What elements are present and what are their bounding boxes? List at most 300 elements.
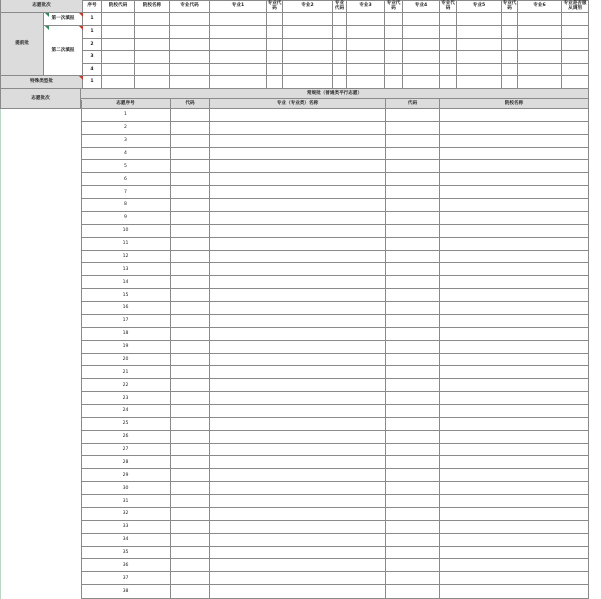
row-entry-cell[interactable]: [210, 444, 386, 457]
header-entry-cell[interactable]: [457, 39, 502, 52]
header-entry-cell[interactable]: [385, 26, 403, 39]
header-entry-cell[interactable]: [333, 76, 347, 89]
row-entry-cell[interactable]: [440, 444, 589, 457]
header-entry-cell[interactable]: [562, 13, 589, 26]
row-entry-cell[interactable]: [386, 135, 440, 148]
row-entry-cell[interactable]: [210, 122, 386, 135]
row-entry-cell[interactable]: [171, 173, 210, 186]
row-entry-cell[interactable]: [171, 379, 210, 392]
row-number-cell: 10: [81, 225, 171, 238]
row-number-cell: 35: [81, 547, 171, 560]
row-number-cell: 21: [81, 366, 171, 379]
header-entry-cell[interactable]: [502, 51, 518, 64]
header-entry-cell[interactable]: [102, 26, 135, 39]
header-entry-cell[interactable]: [333, 39, 347, 52]
row-entry-cell[interactable]: [210, 469, 386, 482]
row-number-cell: 22: [81, 379, 171, 392]
row-entry-cell[interactable]: [440, 160, 589, 173]
row-number-cell: 7: [81, 186, 171, 199]
header-entry-cell[interactable]: [385, 39, 403, 52]
row-entry-cell[interactable]: [210, 534, 386, 547]
header-seq-cell: 1: [83, 76, 102, 89]
row-entry-cell[interactable]: [440, 495, 589, 508]
header-entry-cell[interactable]: [440, 13, 457, 26]
row-entry-cell[interactable]: [171, 495, 210, 508]
row-entry-cell[interactable]: [171, 482, 210, 495]
header-entry-cell[interactable]: [283, 39, 333, 52]
row-entry-cell[interactable]: [386, 263, 440, 276]
header-col-1: 序号: [83, 0, 102, 13]
header-entry-cell[interactable]: [440, 39, 457, 52]
row-number-cell: 4: [81, 148, 171, 161]
header-entry-cell[interactable]: [210, 13, 267, 26]
row-entry-cell[interactable]: [386, 572, 440, 585]
row-entry-cell[interactable]: [386, 482, 440, 495]
sheet-left-edge: [0, 109, 1, 599]
header-entry-cell[interactable]: [210, 39, 267, 52]
row-number-cell: 25: [81, 418, 171, 431]
row-entry-cell[interactable]: [440, 559, 589, 572]
row-entry-cell[interactable]: [210, 238, 386, 251]
header-entry-cell[interactable]: [440, 76, 457, 89]
batch-second-label: 第二次填报: [44, 26, 83, 76]
row-entry-cell[interactable]: [171, 341, 210, 354]
row-entry-cell[interactable]: [171, 315, 210, 328]
row-number-cell: 11: [81, 238, 171, 251]
header-entry-cell[interactable]: [170, 26, 210, 39]
header-entry-cell[interactable]: [102, 76, 135, 89]
row-entry-cell[interactable]: [386, 379, 440, 392]
header-entry-cell[interactable]: [457, 64, 502, 77]
header-entry-cell[interactable]: [518, 64, 562, 77]
header-entry-cell[interactable]: [562, 39, 589, 52]
row-entry-cell[interactable]: [440, 302, 589, 315]
header-entry-cell[interactable]: [333, 13, 347, 26]
row-entry-cell[interactable]: [210, 328, 386, 341]
header-entry-cell[interactable]: [267, 13, 283, 26]
row-entry-cell[interactable]: [440, 199, 589, 212]
row-entry-cell[interactable]: [210, 547, 386, 560]
row-entry-cell[interactable]: [386, 559, 440, 572]
row-entry-cell[interactable]: [171, 212, 210, 225]
header-entry-cell[interactable]: [403, 39, 440, 52]
header-entry-cell[interactable]: [170, 39, 210, 52]
row-entry-cell[interactable]: [210, 276, 386, 289]
row-entry-cell[interactable]: [440, 482, 589, 495]
header-entry-cell[interactable]: [403, 13, 440, 26]
row-entry-cell[interactable]: [210, 495, 386, 508]
header-entry-cell[interactable]: [210, 64, 267, 77]
row-entry-cell[interactable]: [171, 521, 210, 534]
row-number-cell: 24: [81, 405, 171, 418]
row-entry-cell[interactable]: [440, 341, 589, 354]
section-sub-col-3: 代码: [386, 99, 440, 109]
row-number-cell: 5: [81, 160, 171, 173]
row-entry-cell[interactable]: [210, 431, 386, 444]
row-number-cell: 27: [81, 444, 171, 457]
row-entry-cell[interactable]: [386, 238, 440, 251]
row-entry-cell[interactable]: [171, 238, 210, 251]
row-number-cell: 8: [81, 199, 171, 212]
header-entry-cell[interactable]: [403, 76, 440, 89]
header-entry-cell[interactable]: [267, 51, 283, 64]
row-number-cell: 1: [81, 109, 171, 122]
row-entry-cell[interactable]: [171, 276, 210, 289]
row-entry-cell[interactable]: [171, 559, 210, 572]
row-entry-cell[interactable]: [171, 122, 210, 135]
row-entry-cell[interactable]: [440, 238, 589, 251]
batch-first-label: 第一次填报: [44, 13, 83, 26]
header-entry-cell[interactable]: [170, 13, 210, 26]
row-entry-cell[interactable]: [210, 559, 386, 572]
header-entry-cell[interactable]: [518, 26, 562, 39]
row-entry-cell[interactable]: [171, 392, 210, 405]
row-entry-cell[interactable]: [171, 547, 210, 560]
row-entry-cell[interactable]: [171, 366, 210, 379]
row-entry-cell[interactable]: [171, 585, 210, 599]
row-entry-cell[interactable]: [210, 354, 386, 367]
row-entry-cell[interactable]: [440, 508, 589, 521]
row-entry-cell[interactable]: [440, 521, 589, 534]
row-entry-cell[interactable]: [171, 263, 210, 276]
header-col-7: 专业2: [283, 0, 333, 13]
header-entry-cell[interactable]: [135, 39, 170, 52]
row-entry-cell[interactable]: [171, 302, 210, 315]
row-entry-cell[interactable]: [386, 328, 440, 341]
header-col-0: 志愿批次: [0, 0, 83, 13]
row-number-cell: 2: [81, 122, 171, 135]
header-entry-cell[interactable]: [283, 13, 333, 26]
row-entry-cell[interactable]: [386, 444, 440, 457]
header-entry-cell[interactable]: [347, 51, 385, 64]
row-entry-cell[interactable]: [440, 135, 589, 148]
header-entry-cell[interactable]: [283, 64, 333, 77]
row-entry-cell[interactable]: [440, 379, 589, 392]
row-number-cell: 23: [81, 392, 171, 405]
row-entry-cell[interactable]: [386, 341, 440, 354]
header-col-10: 专业代码: [385, 0, 403, 13]
row-entry-cell[interactable]: [210, 315, 386, 328]
header-entry-cell[interactable]: [562, 64, 589, 77]
row-entry-cell[interactable]: [171, 289, 210, 302]
row-entry-cell[interactable]: [440, 173, 589, 186]
row-number-cell: 14: [81, 276, 171, 289]
header-entry-cell[interactable]: [457, 76, 502, 89]
header-col-13: 专业5: [457, 0, 502, 13]
header-entry-cell[interactable]: [403, 26, 440, 39]
row-entry-cell[interactable]: [210, 508, 386, 521]
row-entry-cell[interactable]: [171, 572, 210, 585]
row-entry-cell[interactable]: [440, 225, 589, 238]
header-entry-cell[interactable]: [403, 51, 440, 64]
row-entry-cell[interactable]: [440, 263, 589, 276]
row-entry-cell[interactable]: [210, 225, 386, 238]
header-entry-cell[interactable]: [102, 39, 135, 52]
row-entry-cell[interactable]: [210, 521, 386, 534]
row-entry-cell[interactable]: [440, 251, 589, 264]
row-entry-cell[interactable]: [210, 456, 386, 469]
header-col-9: 专业3: [347, 0, 385, 13]
validation-flag-icon: [79, 76, 83, 80]
row-entry-cell[interactable]: [386, 585, 440, 599]
header-entry-cell[interactable]: [135, 13, 170, 26]
header-entry-cell[interactable]: [210, 76, 267, 89]
row-entry-cell[interactable]: [440, 315, 589, 328]
row-entry-cell[interactable]: [210, 405, 386, 418]
header-entry-cell[interactable]: [333, 26, 347, 39]
row-entry-cell[interactable]: [171, 109, 210, 122]
header-entry-cell[interactable]: [135, 26, 170, 39]
note-flag-icon: [45, 13, 49, 17]
row-number-cell: 36: [81, 559, 171, 572]
row-entry-cell[interactable]: [386, 251, 440, 264]
header-entry-cell[interactable]: [267, 26, 283, 39]
row-entry-cell[interactable]: [386, 547, 440, 560]
header-entry-cell[interactable]: [562, 26, 589, 39]
row-entry-cell[interactable]: [171, 534, 210, 547]
header-entry-cell[interactable]: [502, 64, 518, 77]
header-entry-cell[interactable]: [333, 64, 347, 77]
row-entry-cell[interactable]: [386, 160, 440, 173]
header-entry-cell[interactable]: [385, 76, 403, 89]
section-left-label: 志愿批次: [0, 89, 81, 109]
header-col-5: 专业1: [210, 0, 267, 13]
header-entry-cell[interactable]: [135, 64, 170, 77]
row-entry-cell[interactable]: [386, 186, 440, 199]
header-entry-cell[interactable]: [440, 51, 457, 64]
row-entry-cell[interactable]: [210, 160, 386, 173]
row-number-cell: 15: [81, 289, 171, 302]
row-entry-cell[interactable]: [386, 109, 440, 122]
header-entry-cell[interactable]: [135, 76, 170, 89]
header-entry-cell[interactable]: [333, 51, 347, 64]
row-entry-cell[interactable]: [171, 469, 210, 482]
row-entry-cell[interactable]: [171, 444, 210, 457]
row-entry-cell[interactable]: [210, 392, 386, 405]
row-entry-cell[interactable]: [440, 418, 589, 431]
row-number-cell: 33: [81, 521, 171, 534]
row-number-cell: 12: [81, 251, 171, 264]
row-entry-cell[interactable]: [171, 199, 210, 212]
row-entry-cell[interactable]: [171, 225, 210, 238]
row-entry-cell[interactable]: [210, 572, 386, 585]
row-entry-cell[interactable]: [440, 212, 589, 225]
row-entry-cell[interactable]: [440, 148, 589, 161]
row-entry-cell[interactable]: [386, 225, 440, 238]
row-number-cell: 6: [81, 173, 171, 186]
row-entry-cell[interactable]: [440, 572, 589, 585]
header-entry-cell[interactable]: [518, 76, 562, 89]
row-entry-cell[interactable]: [210, 379, 386, 392]
header-entry-cell[interactable]: [385, 51, 403, 64]
row-number-cell: 17: [81, 315, 171, 328]
row-entry-cell[interactable]: [386, 315, 440, 328]
header-entry-cell[interactable]: [102, 64, 135, 77]
row-entry-cell[interactable]: [440, 585, 589, 599]
header-col-4: 专业代码: [170, 0, 210, 13]
header-entry-cell[interactable]: [457, 13, 502, 26]
header-col-15: 专业6: [518, 0, 562, 13]
row-entry-cell[interactable]: [210, 585, 386, 599]
header-entry-cell[interactable]: [170, 51, 210, 64]
row-entry-cell[interactable]: [440, 469, 589, 482]
header-entry-cell[interactable]: [347, 13, 385, 26]
row-entry-cell[interactable]: [210, 263, 386, 276]
header-entry-cell[interactable]: [347, 39, 385, 52]
row-entry-cell[interactable]: [171, 418, 210, 431]
header-col-12: 专业代码: [440, 0, 457, 13]
header-entry-cell[interactable]: [267, 64, 283, 77]
row-entry-cell[interactable]: [171, 148, 210, 161]
header-entry-cell[interactable]: [170, 76, 210, 89]
row-entry-cell[interactable]: [386, 456, 440, 469]
row-entry-cell[interactable]: [210, 482, 386, 495]
row-number-cell: 19: [81, 341, 171, 354]
header-seq-cell: 1: [83, 26, 102, 39]
header-col-2: 院校代码: [102, 0, 135, 13]
row-entry-cell[interactable]: [440, 366, 589, 379]
row-entry-cell[interactable]: [440, 431, 589, 444]
header-seq-cell: 3: [83, 51, 102, 64]
row-entry-cell[interactable]: [440, 405, 589, 418]
header-entry-cell[interactable]: [562, 76, 589, 89]
row-entry-cell[interactable]: [210, 148, 386, 161]
row-entry-cell[interactable]: [171, 354, 210, 367]
row-entry-cell[interactable]: [171, 160, 210, 173]
row-entry-cell[interactable]: [386, 521, 440, 534]
row-entry-cell[interactable]: [440, 276, 589, 289]
row-entry-cell[interactable]: [171, 431, 210, 444]
row-entry-cell[interactable]: [210, 212, 386, 225]
row-entry-cell[interactable]: [440, 186, 589, 199]
row-entry-cell[interactable]: [440, 534, 589, 547]
row-entry-cell[interactable]: [386, 495, 440, 508]
validation-flag-icon: [79, 26, 83, 30]
row-number-cell: 9: [81, 212, 171, 225]
row-entry-cell[interactable]: [386, 366, 440, 379]
header-entry-cell[interactable]: [457, 26, 502, 39]
row-entry-cell[interactable]: [440, 456, 589, 469]
row-entry-cell[interactable]: [210, 366, 386, 379]
row-entry-cell[interactable]: [386, 199, 440, 212]
row-entry-cell[interactable]: [440, 122, 589, 135]
row-number-cell: 31: [81, 495, 171, 508]
row-entry-cell[interactable]: [386, 392, 440, 405]
header-entry-cell[interactable]: [283, 51, 333, 64]
header-entry-cell[interactable]: [135, 51, 170, 64]
row-entry-cell[interactable]: [440, 328, 589, 341]
header-entry-cell[interactable]: [347, 26, 385, 39]
row-entry-cell[interactable]: [210, 135, 386, 148]
row-entry-cell[interactable]: [171, 135, 210, 148]
row-number-cell: 29: [81, 469, 171, 482]
row-entry-cell[interactable]: [386, 418, 440, 431]
row-entry-cell[interactable]: [386, 405, 440, 418]
header-entry-cell[interactable]: [210, 26, 267, 39]
row-entry-cell[interactable]: [210, 341, 386, 354]
header-entry-cell[interactable]: [518, 39, 562, 52]
row-entry-cell[interactable]: [210, 199, 386, 212]
row-number-cell: 26: [81, 431, 171, 444]
header-entry-cell[interactable]: [385, 64, 403, 77]
row-entry-cell[interactable]: [210, 302, 386, 315]
section-sub-col-0: 志愿序号: [81, 99, 171, 109]
header-entry-cell[interactable]: [102, 13, 135, 26]
header-entry-cell[interactable]: [457, 51, 502, 64]
row-entry-cell[interactable]: [440, 289, 589, 302]
section-sub-col-4: 院校名称: [440, 99, 589, 109]
header-entry-cell[interactable]: [283, 76, 333, 89]
row-entry-cell[interactable]: [210, 289, 386, 302]
row-entry-cell[interactable]: [440, 547, 589, 560]
row-entry-cell[interactable]: [386, 354, 440, 367]
row-entry-cell[interactable]: [171, 405, 210, 418]
header-entry-cell[interactable]: [518, 13, 562, 26]
header-entry-cell[interactable]: [102, 51, 135, 64]
header-entry-cell[interactable]: [502, 13, 518, 26]
header-entry-cell[interactable]: [440, 64, 457, 77]
header-entry-cell[interactable]: [347, 76, 385, 89]
row-entry-cell[interactable]: [210, 173, 386, 186]
row-entry-cell[interactable]: [386, 122, 440, 135]
row-entry-cell[interactable]: [386, 534, 440, 547]
row-entry-cell[interactable]: [171, 186, 210, 199]
header-entry-cell[interactable]: [385, 13, 403, 26]
header-entry-cell[interactable]: [502, 26, 518, 39]
header-entry-cell[interactable]: [502, 39, 518, 52]
header-entry-cell[interactable]: [170, 64, 210, 77]
row-entry-cell[interactable]: [171, 251, 210, 264]
row-entry-cell[interactable]: [440, 392, 589, 405]
row-entry-cell[interactable]: [210, 418, 386, 431]
row-entry-cell[interactable]: [171, 328, 210, 341]
row-entry-cell[interactable]: [171, 456, 210, 469]
row-entry-cell[interactable]: [386, 173, 440, 186]
header-entry-cell[interactable]: [267, 39, 283, 52]
row-entry-cell[interactable]: [386, 212, 440, 225]
header-col-11: 专业4: [403, 0, 440, 13]
row-entry-cell[interactable]: [386, 289, 440, 302]
row-entry-cell[interactable]: [440, 109, 589, 122]
header-entry-cell[interactable]: [283, 26, 333, 39]
row-entry-cell[interactable]: [210, 186, 386, 199]
row-entry-cell[interactable]: [386, 431, 440, 444]
row-number-cell: 30: [81, 482, 171, 495]
row-entry-cell[interactable]: [440, 354, 589, 367]
row-entry-cell[interactable]: [386, 148, 440, 161]
header-entry-cell[interactable]: [562, 51, 589, 64]
header-entry-cell[interactable]: [518, 51, 562, 64]
row-number-cell: 18: [81, 328, 171, 341]
row-number-cell: 37: [81, 572, 171, 585]
row-number-cell: 20: [81, 354, 171, 367]
row-entry-cell[interactable]: [210, 109, 386, 122]
header-entry-cell[interactable]: [210, 51, 267, 64]
header-entry-cell[interactable]: [502, 76, 518, 89]
row-entry-cell[interactable]: [386, 302, 440, 315]
row-entry-cell[interactable]: [386, 276, 440, 289]
row-entry-cell[interactable]: [386, 469, 440, 482]
row-number-cell: 34: [81, 534, 171, 547]
row-entry-cell[interactable]: [171, 508, 210, 521]
header-entry-cell[interactable]: [440, 26, 457, 39]
header-entry-cell[interactable]: [347, 64, 385, 77]
row-entry-cell[interactable]: [386, 508, 440, 521]
header-entry-cell[interactable]: [267, 76, 283, 89]
header-entry-cell[interactable]: [403, 64, 440, 77]
row-entry-cell[interactable]: [210, 251, 386, 264]
section-sub-col-2: 专业（专业类）名称: [210, 99, 386, 109]
